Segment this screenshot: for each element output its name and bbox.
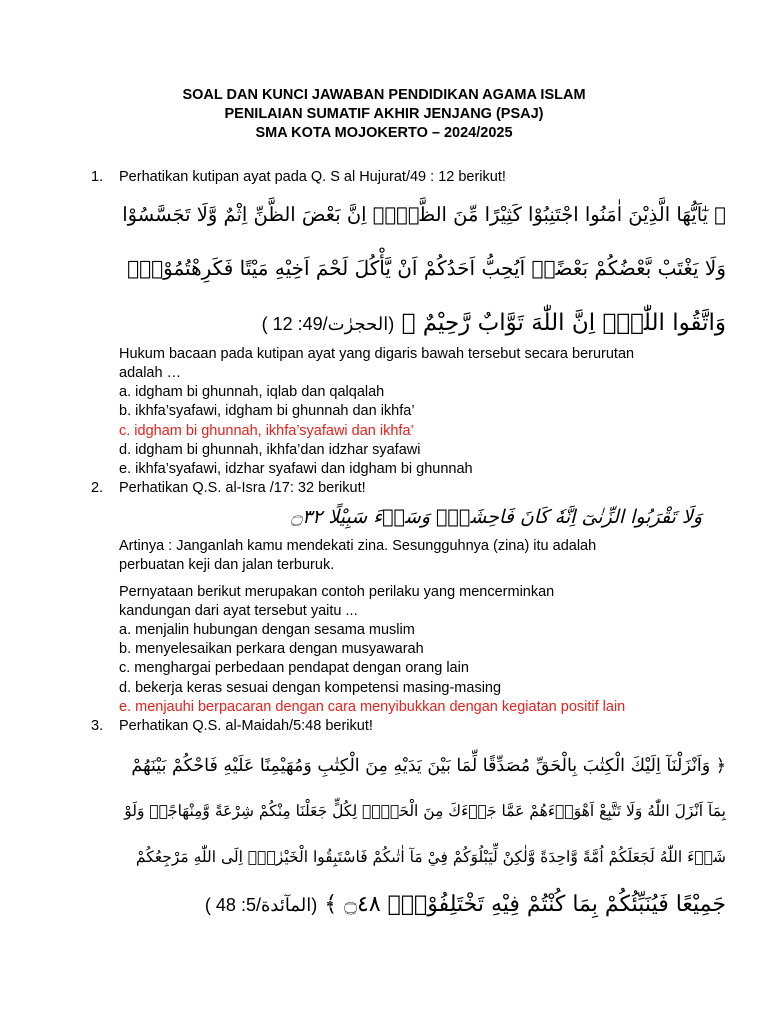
question-3-number: 3. xyxy=(91,718,104,734)
q1-question-line-2: adalah … xyxy=(119,365,182,381)
question-2-number: 2. xyxy=(91,480,104,496)
doc-title-line-1: SOAL DAN KUNCI JAWABAN PENDIDIKAN AGAMA ISLAM xyxy=(182,87,586,103)
question-1-number: 1. xyxy=(91,169,104,185)
q1-arabic-line-1: ﴿ يٰٓاَيُّهَا الَّذِيْنَ اٰمَنُوا اجْتَنِبُوْا كَثِيْرًا مِّنَ الظَّنِّۖ اِنَّ بَعْضَ الظَّنِّ اِثْمٌ وَّلَا تَجَسَّسُوْا xyxy=(122,203,726,226)
q2-translation-line-2: perbuatan keji dan jalan terburuk. xyxy=(119,557,335,573)
q1-option-a[interactable]: a. idgham bi ghunnah, iqlab dan qalqalah xyxy=(119,384,385,400)
q1-question-line-1: Hukum bacaan pada kutipan ayat yang digaris bawah tersebut secara berurutan xyxy=(119,346,635,362)
q2-statement-line-1: Pernyataan berikut merupakan contoh perilaku yang mencerminkan xyxy=(119,584,555,600)
q2-option-a[interactable]: a. menjalin hubungan dengan sesama muslim xyxy=(119,622,415,638)
question-3-prompt: Perhatikan Q.S. al-Maidah/5:48 berikut! xyxy=(119,718,373,734)
q1-verse-reference: ( الحجرٰت/49: 12) xyxy=(261,314,395,334)
q1-arabic-verse: وَاتَّقُوا اللّٰهَۗ اِنَّ اللّٰهَ تَوَّابٌ رَّحِيْمٌ ﴾ xyxy=(401,310,726,336)
doc-title-line-3: SMA KOTA MOJOKERTO – 2024/2025 xyxy=(255,125,513,141)
q1-arabic-line-3 xyxy=(262,309,726,338)
q2-option-c[interactable]: c. menghargai perbedaan pendapat dengan orang lain xyxy=(119,660,469,676)
q3-verse-reference: ( المآئدة/5: 48) xyxy=(204,895,318,915)
q1-option-b[interactable]: b. ikhfa’syafawi, idgham bi ghunnah dan ikhfa’ xyxy=(119,403,415,419)
question-2-prompt: Perhatikan Q.S. al-Isra /17: 32 berikut! xyxy=(119,480,366,496)
q1-option-d[interactable]: d. idgham bi ghunnah, ikhfa’dan idzhar syafawi xyxy=(119,442,421,458)
doc-title-line-2: PENILAIAN SUMATIF AKHIR JENJANG (PSAJ) xyxy=(224,106,544,122)
q2-option-d[interactable]: d. bekerja keras sesuai dengan kompetensi masing-masing xyxy=(119,680,502,696)
q2-arabic-verse: وَلَا تَقْرَبُوا الزِّنٰىٓ اِنَّهٗ كَانَ فَاحِشَةًۗ وَسَاۤءَ سَبِيْلًا ۝٣٢ xyxy=(290,506,702,528)
q2-statement-line-2: kandungan dari ayat tersebut yaitu ... xyxy=(119,603,358,619)
question-1-prompt: Perhatikan kutipan ayat pada Q. S al Hujurat/49 : 12 berikut! xyxy=(119,169,506,185)
q2-translation-line-1: Artinya : Janganlah kamu mendekati zina. Sesungguhnya (zina) itu adalah xyxy=(119,538,597,554)
q3-arabic-line-1: ﴿ وَاَنْزَلْنَآ اِلَيْكَ الْكِتٰبَ بِالْحَقِّ مُصَدِّقًا لِّمَا بَيْنَ يَدَيْهِ مِنَ الْكِتٰبِ وَمُهَيْمِنًا عَلَيْهِ فَاحْكُمْ بَيْنَهُمْ xyxy=(131,756,726,776)
q3-arabic-verse-end: جَمِيْعًا فَيُنَبِّئُكُمْ بِمَا كُنْتُمْ فِيْهِ تَخْتَلِفُوْنَۙ ۝٤٨ ﴾ xyxy=(324,892,726,917)
q3-arabic-line-4 xyxy=(205,891,726,919)
q3-arabic-line-2: بِمَآ اَنْزَلَ اللّٰهُ وَلَا تَتَّبِعْ اَهْوَاۤءَهُمْ عَمَّا جَاۤءَكَ مِنَ الْحَقِّۗ لِكُلٍّ جَعَلْنَا مِنْكُمْ شِرْعَةً وَّمِنْهَاجًاۗ وَلَوْ xyxy=(124,802,726,820)
q2-option-e-answer[interactable]: e. menjauhi berpacaran dengan cara menyibukkan dengan kegiatan positif lain xyxy=(119,699,626,715)
q1-arabic-line-2: وَلَا يَغْتَبْ بَّعْضُكُمْ بَعْضًاۗ اَيُحِبُّ اَحَدُكُمْ اَنْ يَّأْكُلَ لَحْمَ اَخِيْهِ مَيْتًا فَكَرِهْتُمُوْهُۗ xyxy=(127,256,726,280)
q3-arabic-line-3: شَاۤءَ اللّٰهُ لَجَعَلَكُمْ اُمَّةً وَّاحِدَةً وَّلٰكِنْ لِّيَبْلُوَكُمْ فِيْ مَآ اٰتٰىكُمْ فَاسْتَبِقُوا الْخَيْرٰتِۗ اِلَى اللّٰهِ مَرْجِعُكُمْ xyxy=(135,848,726,866)
q2-option-b[interactable]: b. menyelesaikan perkara dengan musyawarah xyxy=(119,641,424,657)
q1-option-e[interactable]: e. ikhfa’syafawi, idzhar syafawi dan idgham bi ghunnah xyxy=(119,461,473,477)
q1-option-c-answer[interactable]: c. idgham bi ghunnah, ikhfa’syafawi dan ikhfa’ xyxy=(119,423,414,439)
